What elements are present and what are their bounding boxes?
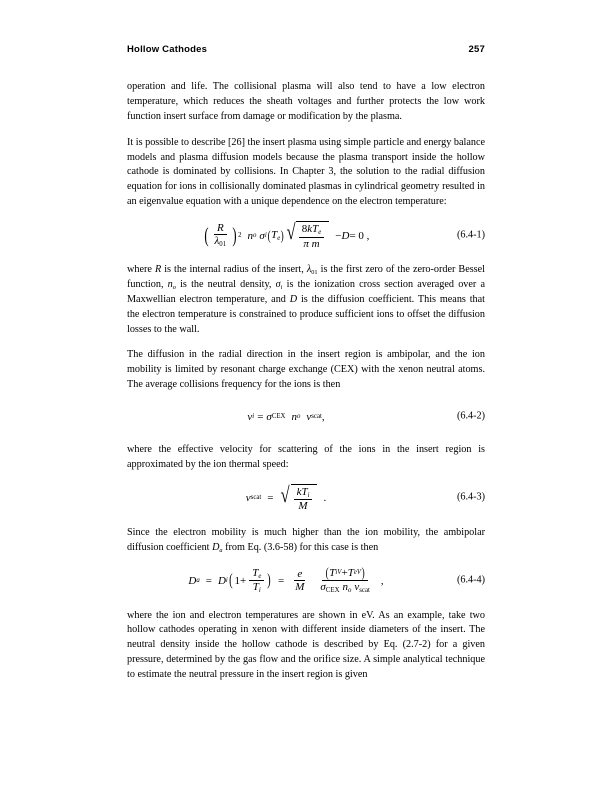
page-number: 257 <box>468 44 485 55</box>
where-lead: where <box>127 263 155 275</box>
paragraph-3: where R is the internal radius of the insert, $\lambda_{01}$ is the first zero of the zero-order Bessel function, $n_o$ is the neutral density, $\sigma_i$ is the ionization cross section averaged over a Maxwellian electron temperature, and D is the diffusion coefficient. This means that the electron temperature is constrained to produce sufficient ions to offset the diffusion losses to the wall. <box>127 263 485 335</box>
where-mid: is the internal radius of the insert, <box>161 263 307 275</box>
paragraph-6: Since the electron mobility is much higher than the ion mobility, the ambipolar diffusion coefficient $D_a$ from Eq. (3.6-58) for this case is then <box>127 526 485 554</box>
equation-6-4-2-number: (6.4-2) <box>456 410 485 422</box>
equation-6-4-3-body: v scat = √ $\frac{kT_i}{M}$ . <box>245 481 327 513</box>
paragraph-6-text: Since the electron mobility is much higher than the ion mobility, the ambipolar <box>127 526 485 538</box>
equation-6-4-3 <box>127 481 485 513</box>
paragraph-1: operation and life. The collisional plasma will also tend to have a low electron temperature, which reduces the sheath voltages and further protects the low work function insert surface from damage or modification by the plasma. <box>127 81 485 122</box>
ambipolar-lead: diffusion coefficient <box>127 541 213 553</box>
equation-6-4-1 <box>127 221 485 250</box>
definition-no: is the neutral density, <box>175 278 276 290</box>
paragraph-4: The diffusion in the radial direction in the insert region is ambipolar, and the ion mobility is limited by resonant charge exchange (CEX) with the xenon neutral atoms. The average collisions frequency for the ions is then <box>127 349 485 391</box>
definition-sigma: is the ionization cross section averaged over a Maxwellian electron temperature, and <box>127 278 485 305</box>
equation-6-4-4-body: D a = D i ( 1+ $\frac{T_e}{T_i}$ ) = $\frac{e}{M}$ ( T iV + T eV ) $\sigma_{CEX}$ $n_o$ $v_{scat}$ , <box>188 564 384 594</box>
chapter-title: Hollow Cathodes <box>127 44 208 55</box>
equation-6-4-4 <box>127 564 485 595</box>
equation-6-4-4-number: (6.4-4) <box>456 574 485 586</box>
definition-lambda: is the first zero of the zero-order Bessel function, <box>127 263 485 290</box>
equation-6-4-2 <box>127 404 485 430</box>
definition-D: is the diffusion coefficient. This means that the electron temperature is constrained to produce sufficient ions to offset the diffusion losses to the wall. <box>127 293 485 335</box>
equation-6-4-3-number: (6.4-3) <box>456 491 485 503</box>
equation-6-4-1-number: (6.4-1) <box>456 229 485 241</box>
ambipolar-tail: from Eq. (3.6-58) for this case is then <box>222 541 379 553</box>
paragraph-2: It is possible to describe [26] the insert plasma using simple particle and energy balance models and plasma diffusion models because the plasma transport inside the hollow cathode is dominated by collisions. In Chapter 3, the solution to the radial diffusion equation for ions in collisionally dominated plasmas in cylindrical geometry resulted in an eigenvalue equation with a unique dependence on the electron temperature: <box>127 136 485 208</box>
equation-6-4-1-body: ( $\frac{R}{\lambda_{01}}$ ) 2 n o σ i ( $T_e$ ) √ $\frac{8kT_e}{\text{π m}}$ − D = 0 , <box>203 219 370 250</box>
page-body <box>127 80 485 694</box>
equation-6-4-2-body: ν i = σ CEX n o v scat , <box>247 411 325 424</box>
page-header <box>127 44 485 55</box>
paragraph-7: where the ion and electron temperatures are shown in eV. As an example, take two hollow cathodes operating in xenon with different inside diameters of the insert. The neutral density inside the hollow cathode is described by Eq. (2.7-2) for a given pressure, determined by the gas flow and the orifice size. A simple analytical technique to estimate the neutral pressure in the insert region is given <box>127 609 485 681</box>
paragraph-5: where the effective velocity for scattering of the ions in the insert region is approximated by the ion thermal speed: <box>127 444 485 470</box>
